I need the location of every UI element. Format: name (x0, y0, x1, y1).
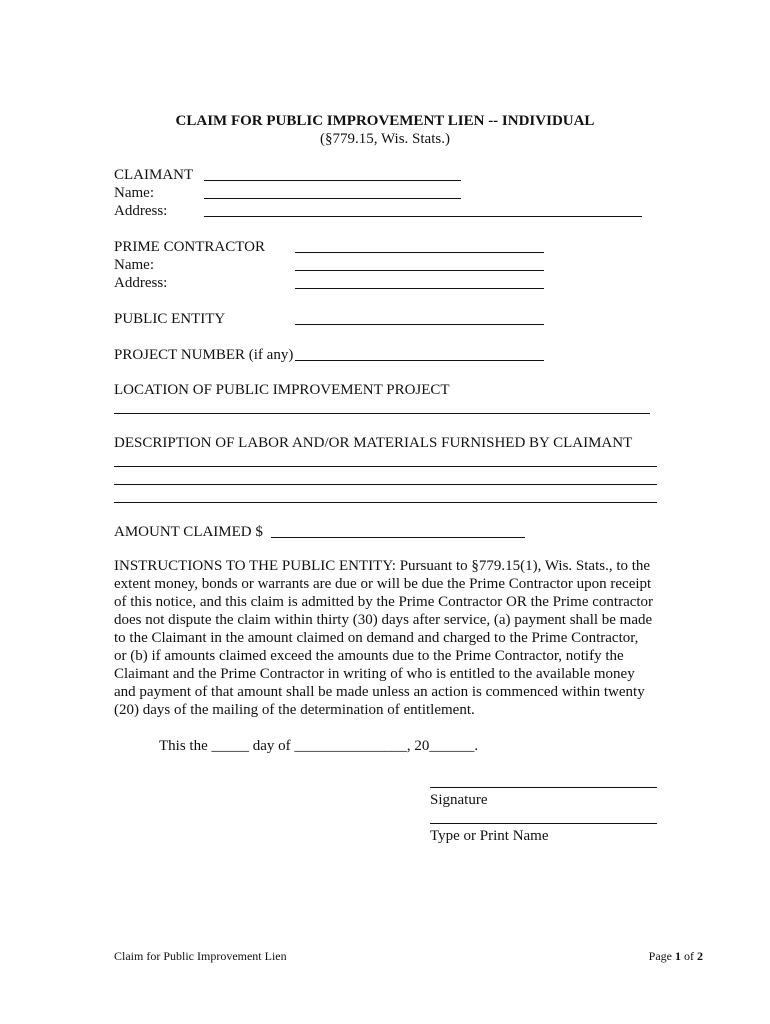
footer-document-name: Claim for Public Improvement Lien (114, 949, 287, 963)
signature-line[interactable] (430, 787, 657, 788)
prime-contractor-line[interactable] (295, 252, 544, 253)
claimant-address-line[interactable] (204, 216, 642, 217)
location-line[interactable] (114, 413, 650, 414)
prime-contractor-name-line[interactable] (295, 270, 544, 271)
document-title: CLAIM FOR PUBLIC IMPROVEMENT LIEN -- INDIVIDUAL (175, 113, 595, 129)
description-line-2[interactable] (114, 484, 657, 485)
date-line: This the _____ day of _______________, 20______. (159, 738, 479, 754)
prime-contractor-address-label: Address: (114, 275, 168, 291)
project-number-line[interactable] (295, 360, 544, 361)
print-name-label: Type or Print Name (430, 828, 549, 844)
page-prefix: Page (648, 949, 675, 963)
description-line-3[interactable] (114, 502, 657, 503)
public-entity-label: PUBLIC ENTITY (114, 311, 226, 327)
claimant-field-line[interactable] (204, 180, 461, 181)
page-total: 2 (697, 949, 703, 963)
page-of: of (681, 949, 697, 963)
print-name-line[interactable] (430, 823, 657, 824)
location-label: LOCATION OF PUBLIC IMPROVEMENT PROJECT (114, 382, 450, 398)
footer-page-number (649, 949, 703, 964)
claimant-label: CLAIMANT (114, 167, 194, 183)
amount-claimed-line[interactable] (271, 537, 525, 538)
claimant-address-label: Address: (114, 203, 168, 219)
signature-label: Signature (430, 792, 488, 808)
instructions-paragraph: INSTRUCTIONS TO THE PUBLIC ENTITY: Pursuant to §779.15(1), Wis. Stats., to the extent money, bonds or warrants are due or will be due the Prime Contractor upon receipt of this notice, and this claim is admitted by the Prime Contractor OR the Prime contractor does not dispute the claim within thirty (30) days after service, (a) payment shall be made to the Claimant in the amount claimed on demand and charged to the Prime Contractor, or (b) if amounts claimed exceed the amounts due to the Prime Contractor, notify the Claimant and the Prime Contractor in writing of who is entitled to the available money and payment of that amount shall be made unless an action is commenced within twenty (20) days of the mailing of the determination of entitlement. (114, 558, 654, 718)
page-current: 1 (675, 949, 681, 963)
amount-claimed-label: AMOUNT CLAIMED $ (114, 524, 263, 540)
prime-contractor-label: PRIME CONTRACTOR (114, 239, 265, 255)
public-entity-line[interactable] (295, 324, 544, 325)
claimant-name-label: Name: (114, 185, 154, 201)
claimant-name-line[interactable] (204, 198, 461, 199)
statute-reference: (§779.15, Wis. Stats.) (320, 131, 450, 147)
prime-contractor-name-label: Name: (114, 257, 154, 273)
project-number-label: PROJECT NUMBER (if any) (114, 347, 294, 363)
prime-contractor-address-line[interactable] (295, 288, 544, 289)
description-label: DESCRIPTION OF LABOR AND/OR MATERIALS FURNISHED BY CLAIMANT (114, 435, 633, 451)
description-line-1[interactable] (114, 466, 657, 467)
